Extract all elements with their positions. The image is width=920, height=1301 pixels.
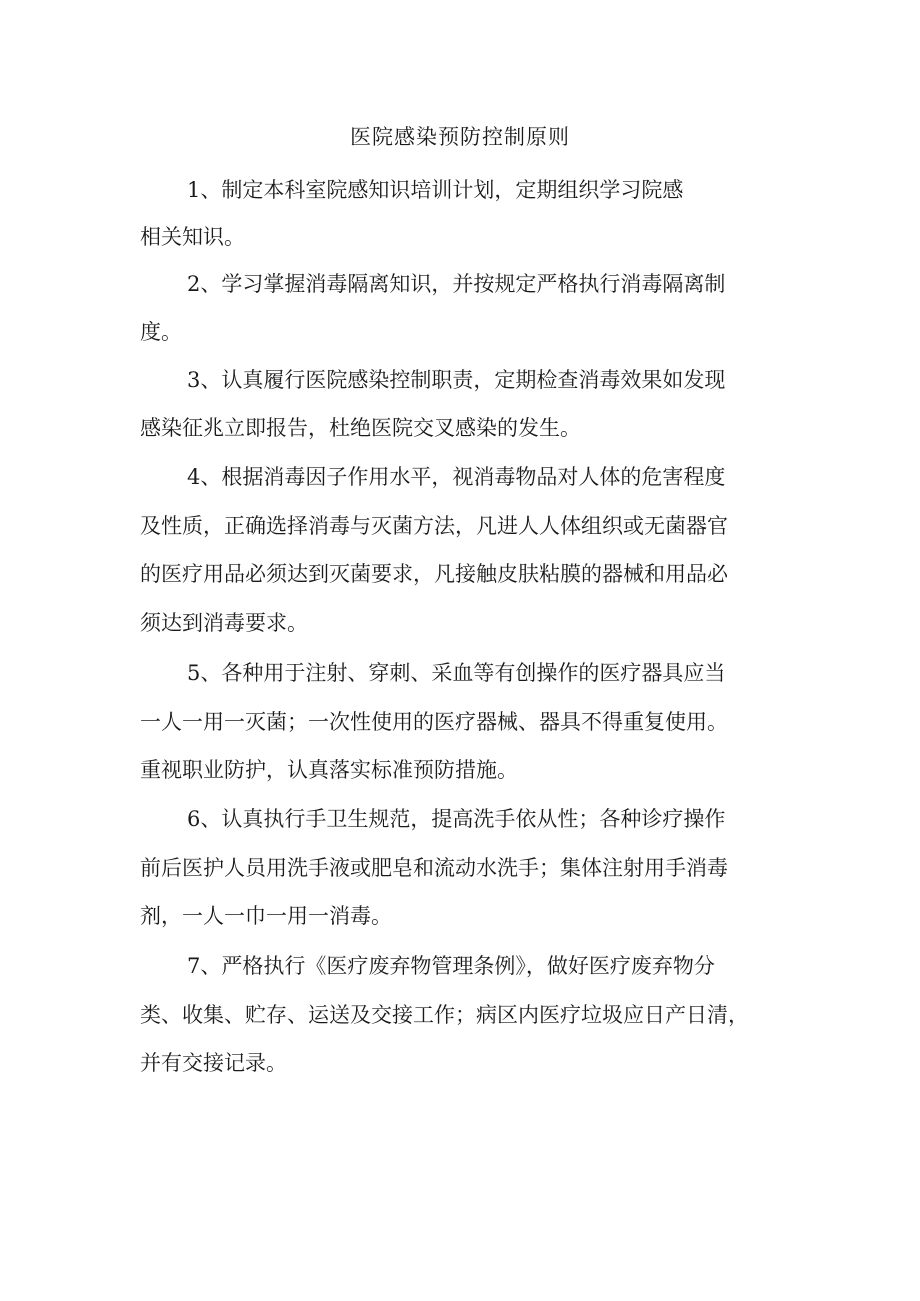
paragraph-3-line-1: 3、认真履行医院感染控制职责，定期检查消毒效果如发现 xyxy=(187,368,726,392)
paragraph-4-line-4: 须达到消毒要求。 xyxy=(140,611,308,635)
paragraph-6-line-2: 前后医护人员用洗手液或肥皂和流动水洗手；集体注射用手消毒 xyxy=(140,856,728,880)
paragraph-6-line-3: 剂，一人一巾一用一消毒。 xyxy=(140,904,392,928)
paragraph-6-line-1: 6、认真执行手卫生规范，提高洗手依从性；各种诊疗操作 xyxy=(187,807,726,831)
paragraph-4-line-2: 及性质，正确选择消毒与灭菌方法，凡进人人体组织或无菌器官 xyxy=(140,514,728,538)
paragraph-7-line-3: 并有交接记录。 xyxy=(140,1051,287,1075)
paragraph-5-line-1: 5、各种用于注射、穿刺、采血等有创操作的医疗器具应当 xyxy=(187,661,726,685)
paragraph-4-line-3: 的医疗用品必须达到灭菌要求，凡接触皮肤粘膜的器械和用品必 xyxy=(140,562,728,586)
paragraph-1-line-1: 1、制定本科室院感知识培训计划，定期组织学习院感 xyxy=(187,178,684,202)
paragraph-2-line-1: 2、学习掌握消毒隔离知识，并按规定严格执行消毒隔离制 xyxy=(187,272,726,296)
paragraph-5-line-3: 重视职业防护，认真落实标准预防措施。 xyxy=(140,758,518,782)
document-title: 医院感染预防控制原则 xyxy=(350,125,570,149)
paragraph-7-line-2: 类、收集、贮存、运送及交接工作；病区内医疗垃圾应日产日清， xyxy=(140,1003,749,1027)
paragraph-7-line-1: 7、严格执行《医疗废弃物管理条例》，做好医疗废弃物分 xyxy=(187,954,715,978)
paragraph-2-line-2: 度。 xyxy=(140,320,182,344)
paragraph-1-line-2: 相关知识。 xyxy=(140,225,245,249)
paragraph-3-line-2: 感染征兆立即报告，杜绝医院交叉感染的发生。 xyxy=(140,416,581,440)
paragraph-4-line-1: 4、根据消毒因子作用水平，视消毒物品对人体的危害程度 xyxy=(187,465,726,489)
paragraph-5-line-2: 一人一用一灭菌；一次性使用的医疗器械、器具不得重复使用。 xyxy=(140,710,728,734)
